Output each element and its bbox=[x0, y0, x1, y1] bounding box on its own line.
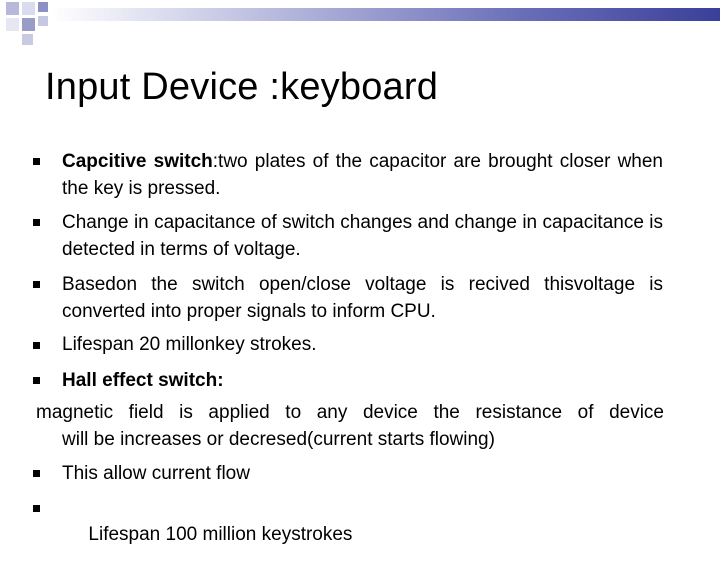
paragraph-line-2: will be increases or decresed(current starts flowing) bbox=[62, 429, 495, 450]
bullet-text: Change in capacitance of switch changes and change in capacitance is detected in terms of voltage. bbox=[62, 212, 663, 260]
bullet-item bbox=[62, 209, 663, 263]
bullet-marker bbox=[33, 377, 40, 384]
bullet-text: Basedon the switch open/close voltage is recived thisvoltage is converted into proper signals to inform CPU. bbox=[62, 274, 663, 322]
bullet-marker bbox=[33, 505, 40, 512]
bullet-text: Lifespan 100 million keystrokes bbox=[83, 524, 353, 545]
bullet-item bbox=[62, 148, 663, 202]
bullet-item bbox=[62, 331, 663, 358]
bullet-bold-term: Hall effect switch: bbox=[62, 370, 224, 391]
bullet-item bbox=[62, 494, 663, 575]
body-paragraph bbox=[36, 399, 664, 453]
bullet-text: This allow current flow bbox=[62, 463, 250, 484]
bullet-item bbox=[62, 271, 663, 325]
bullet-text: Lifespan 20 millonkey strokes. bbox=[62, 334, 317, 355]
bullet-marker bbox=[33, 219, 40, 226]
bullet-bold-term: Capcitive switch bbox=[62, 151, 213, 172]
bullet-marker bbox=[33, 342, 40, 349]
bullet-marker bbox=[33, 158, 40, 165]
bullet-item bbox=[62, 367, 663, 394]
bullet-item bbox=[62, 460, 663, 487]
paragraph-line-1: magnetic field is applied to any device the resistance of device bbox=[36, 402, 664, 423]
bullet-text: :two plates of the capacitor are brought closer when the key is pressed. bbox=[62, 151, 663, 199]
slide-title: Input Device :keyboard bbox=[45, 66, 439, 108]
bullet-marker bbox=[33, 281, 40, 288]
bullet-marker bbox=[33, 470, 40, 477]
